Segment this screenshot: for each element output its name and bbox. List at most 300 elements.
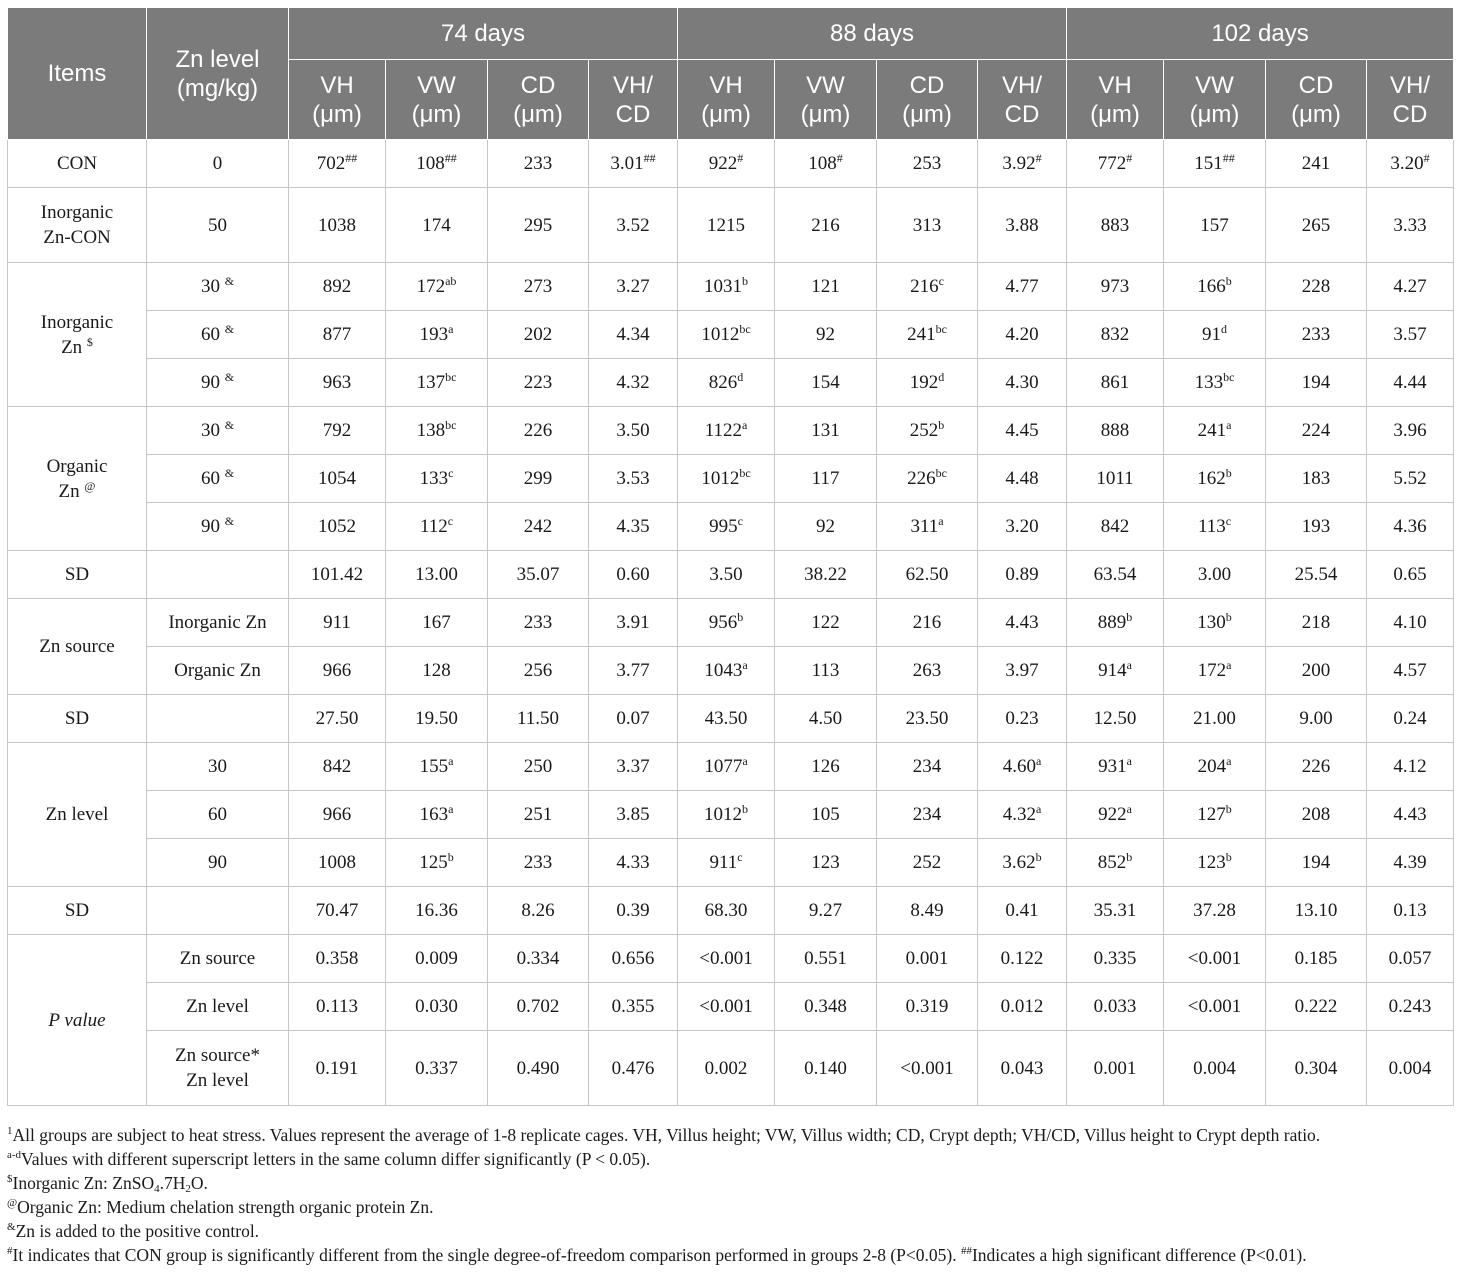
group-label: Zn source	[8, 599, 147, 695]
table-row	[8, 935, 1454, 983]
header-metric-vw: VW (μm)	[386, 60, 488, 140]
value-cell: 792	[289, 407, 386, 455]
value-cell: 911$^c$	[678, 839, 775, 887]
value-cell: 892	[289, 263, 386, 311]
value-cell: 956$^b$	[678, 599, 775, 647]
value-cell: 4.36	[1367, 503, 1454, 551]
table-row	[8, 647, 1454, 695]
zn-level-cell: Zn source* Zn level	[147, 1031, 289, 1106]
table-container	[7, 7, 1453, 1106]
value-cell: 8.49	[877, 887, 978, 935]
value-cell: 0.551	[775, 935, 877, 983]
value-cell: 194	[1266, 839, 1367, 887]
row-label: CON	[8, 140, 147, 188]
value-cell: 234	[877, 743, 978, 791]
value-cell: 204$^a$	[1164, 743, 1266, 791]
value-cell: 0.334	[488, 935, 589, 983]
value-cell: 922#	[678, 140, 775, 188]
value-cell: 265	[1266, 188, 1367, 263]
value-cell: 154	[775, 359, 877, 407]
header-period-88: 88 days	[678, 8, 1067, 60]
value-cell: 4.39	[1367, 839, 1454, 887]
value-cell: 3.52	[589, 188, 678, 263]
value-cell: 233	[488, 599, 589, 647]
value-cell: 0.012	[978, 983, 1067, 1031]
zn-level-cell: Zn level	[147, 983, 289, 1031]
value-cell: 702##	[289, 140, 386, 188]
value-cell: 92	[775, 503, 877, 551]
value-cell: <0.001	[678, 983, 775, 1031]
value-cell: 8.26	[488, 887, 589, 935]
value-cell: 113$^c$	[1164, 503, 1266, 551]
value-cell: <0.001	[678, 935, 775, 983]
value-cell: 131	[775, 407, 877, 455]
value-cell: 252$^b$	[877, 407, 978, 455]
value-cell: 3.37	[589, 743, 678, 791]
value-cell: 200	[1266, 647, 1367, 695]
value-cell: 888	[1067, 407, 1164, 455]
value-cell: 1077$^a$	[678, 743, 775, 791]
zn-level-cell: Inorganic Zn	[147, 599, 289, 647]
value-cell: 113	[775, 647, 877, 695]
value-cell: 108##	[386, 140, 488, 188]
value-cell: 4.30	[978, 359, 1067, 407]
value-cell: 0.001	[1067, 1031, 1164, 1106]
value-cell: $1012^{bc}$	[678, 311, 775, 359]
header-metric-ratio: VH/ CD	[978, 60, 1067, 140]
value-cell: 0.335	[1067, 935, 1164, 983]
zn-level-cell	[147, 887, 289, 935]
value-cell: 101.42	[289, 551, 386, 599]
value-cell: 167	[386, 599, 488, 647]
value-cell: 4.45	[978, 407, 1067, 455]
value-cell: 4.77	[978, 263, 1067, 311]
zn-level-cell: 60 &	[147, 311, 289, 359]
value-cell: 3.00	[1164, 551, 1266, 599]
group-label: Organic Zn @	[8, 407, 147, 551]
value-cell: 108#	[775, 140, 877, 188]
value-cell: 202	[488, 311, 589, 359]
value-cell: 192$^d$	[877, 359, 978, 407]
value-cell: 0.490	[488, 1031, 589, 1106]
value-cell: 35.31	[1067, 887, 1164, 935]
value-cell: 3.20#	[1367, 140, 1454, 188]
value-cell: 122	[775, 599, 877, 647]
value-cell: 973	[1067, 263, 1164, 311]
value-cell: 208	[1266, 791, 1367, 839]
header-metric-vh: VH (μm)	[1067, 60, 1164, 140]
value-cell: 0.41	[978, 887, 1067, 935]
footnote-5: &Zn is added to the positive control.	[7, 1221, 260, 1241]
value-cell: 234	[877, 791, 978, 839]
zn-level-cell	[147, 551, 289, 599]
value-cell: 889$^b$	[1067, 599, 1164, 647]
value-cell: $133^{bc}$	[1164, 359, 1266, 407]
header-metric-cd: CD (μm)	[877, 60, 978, 140]
value-cell: 0.337	[386, 1031, 488, 1106]
value-cell: $137^{bc}$	[386, 359, 488, 407]
value-cell: <0.001	[1164, 983, 1266, 1031]
value-cell: 995$^c$	[678, 503, 775, 551]
table-row	[8, 1031, 1454, 1106]
value-cell: 37.28	[1164, 887, 1266, 935]
value-cell: 1054	[289, 455, 386, 503]
zn-level-cell: 30	[147, 743, 289, 791]
value-cell: 3.50	[589, 407, 678, 455]
value-cell: 3.57	[1367, 311, 1454, 359]
value-cell: 0.030	[386, 983, 488, 1031]
value-cell: 226	[488, 407, 589, 455]
value-cell: 0.113	[289, 983, 386, 1031]
zn-level-cell: 90 &	[147, 503, 289, 551]
value-cell: 1052	[289, 503, 386, 551]
value-cell: 0.004	[1367, 1031, 1454, 1106]
table-row	[8, 983, 1454, 1031]
value-cell: 127$^b$	[1164, 791, 1266, 839]
value-cell: 4.35	[589, 503, 678, 551]
value-cell: 130$^b$	[1164, 599, 1266, 647]
value-cell: 3.96	[1367, 407, 1454, 455]
morphology-table	[7, 7, 1454, 1106]
value-cell: 4.20	[978, 311, 1067, 359]
value-cell: 233	[488, 839, 589, 887]
value-cell: 25.54	[1266, 551, 1367, 599]
value-cell: 0.319	[877, 983, 978, 1031]
value-cell: 68.30	[678, 887, 775, 935]
table-row	[8, 407, 1454, 455]
value-cell: 123$^b$	[1164, 839, 1266, 887]
value-cell: 133$^c$	[386, 455, 488, 503]
value-cell: 4.32$^a$	[978, 791, 1067, 839]
value-cell: 4.33	[589, 839, 678, 887]
value-cell: 966	[289, 647, 386, 695]
value-cell: 3.88	[978, 188, 1067, 263]
value-cell: 3.20	[978, 503, 1067, 551]
value-cell: 193$^a$	[386, 311, 488, 359]
value-cell: 9.00	[1266, 695, 1367, 743]
value-cell: 0.07	[589, 695, 678, 743]
value-cell: 0.033	[1067, 983, 1164, 1031]
value-cell: 223	[488, 359, 589, 407]
header-metric-vw: VW (μm)	[775, 60, 877, 140]
value-cell: 883	[1067, 188, 1164, 263]
value-cell: 0.13	[1367, 887, 1454, 935]
value-cell: 155$^a$	[386, 743, 488, 791]
value-cell: 70.47	[289, 887, 386, 935]
value-cell: 931$^a$	[1067, 743, 1164, 791]
value-cell: 0.476	[589, 1031, 678, 1106]
zn-level-cell: 50	[147, 188, 289, 263]
value-cell: 963	[289, 359, 386, 407]
header-metric-vh: VH (μm)	[289, 60, 386, 140]
zn-level-cell: 60 &	[147, 455, 289, 503]
value-cell: 252	[877, 839, 978, 887]
header-metric-vw: VW (μm)	[1164, 60, 1266, 140]
value-cell: $241^{bc}$	[877, 311, 978, 359]
zn-level-cell: 60	[147, 791, 289, 839]
header-metric-ratio: VH/ CD	[1367, 60, 1454, 140]
value-cell: 0.140	[775, 1031, 877, 1106]
table-row	[8, 599, 1454, 647]
value-cell: 4.60$^a$	[978, 743, 1067, 791]
value-cell: 0.348	[775, 983, 877, 1031]
value-cell: 966	[289, 791, 386, 839]
value-cell: $226^{bc}$	[877, 455, 978, 503]
value-cell: 251	[488, 791, 589, 839]
value-cell: 163$^a$	[386, 791, 488, 839]
group-label-pvalue: P value	[8, 935, 147, 1106]
value-cell: 92	[775, 311, 877, 359]
value-cell: 1011	[1067, 455, 1164, 503]
header-metric-ratio: VH/ CD	[589, 60, 678, 140]
value-cell: $1012^{bc}$	[678, 455, 775, 503]
table-row	[8, 839, 1454, 887]
value-cell: 1031$^b$	[678, 263, 775, 311]
value-cell: 3.27	[589, 263, 678, 311]
value-cell: 3.77	[589, 647, 678, 695]
value-cell: 911	[289, 599, 386, 647]
value-cell: 0.057	[1367, 935, 1454, 983]
value-cell: 1038	[289, 188, 386, 263]
value-cell: 128	[386, 647, 488, 695]
value-cell: 3.33	[1367, 188, 1454, 263]
value-cell: 0.185	[1266, 935, 1367, 983]
value-cell: 105	[775, 791, 877, 839]
value-cell: 253	[877, 140, 978, 188]
table-row	[8, 311, 1454, 359]
value-cell: 193	[1266, 503, 1367, 551]
value-cell: 922$^a$	[1067, 791, 1164, 839]
zn-level-cell: 0	[147, 140, 289, 188]
value-cell: 233	[1266, 311, 1367, 359]
value-cell: 242	[488, 503, 589, 551]
footnote-3: $Inorganic Zn: $ZnSO_4.7H_2O$.	[7, 1173, 208, 1195]
value-cell: 0.89	[978, 551, 1067, 599]
value-cell: 226	[1266, 743, 1367, 791]
value-cell: 12.50	[1067, 695, 1164, 743]
value-cell: 1215	[678, 188, 775, 263]
value-cell: 0.043	[978, 1031, 1067, 1106]
value-cell: 157	[1164, 188, 1266, 263]
value-cell: 842	[1067, 503, 1164, 551]
value-cell: 4.48	[978, 455, 1067, 503]
value-cell: 4.27	[1367, 263, 1454, 311]
value-cell: 43.50	[678, 695, 775, 743]
value-cell: 224	[1266, 407, 1367, 455]
value-cell: 0.191	[289, 1031, 386, 1106]
value-cell: 273	[488, 263, 589, 311]
value-cell: 112$^c$	[386, 503, 488, 551]
zn-level-cell: 30 &	[147, 263, 289, 311]
header-items: Items	[8, 8, 147, 140]
zn-level-cell: Zn source	[147, 935, 289, 983]
value-cell: 11.50	[488, 695, 589, 743]
header-row-periods	[8, 8, 1454, 60]
value-cell: 151##	[1164, 140, 1266, 188]
value-cell: 5.52	[1367, 455, 1454, 503]
row-label: Inorganic Zn-CON	[8, 188, 147, 263]
zn-level-cell: 90 &	[147, 359, 289, 407]
header-period-102: 102 days	[1067, 8, 1454, 60]
value-cell: 166$^b$	[1164, 263, 1266, 311]
value-cell: 0.60	[589, 551, 678, 599]
value-cell: 194	[1266, 359, 1367, 407]
value-cell: 13.00	[386, 551, 488, 599]
table-row	[8, 743, 1454, 791]
row-label: SD	[8, 695, 147, 743]
footnote-2: $^{a-d}$Values with different superscript letters in the same column differ significantly (P < 0.05).	[7, 1149, 651, 1169]
value-cell: 4.12	[1367, 743, 1454, 791]
value-cell: 0.39	[589, 887, 678, 935]
group-label: Inorganic Zn $	[8, 263, 147, 407]
value-cell: 233	[488, 140, 589, 188]
value-cell: 183	[1266, 455, 1367, 503]
table-row	[8, 455, 1454, 503]
value-cell: 3.53	[589, 455, 678, 503]
value-cell: 0.65	[1367, 551, 1454, 599]
table-row	[8, 551, 1454, 599]
value-cell: 0.702	[488, 983, 589, 1031]
value-cell: 174	[386, 188, 488, 263]
value-cell: 256	[488, 647, 589, 695]
value-cell: 4.43	[1367, 791, 1454, 839]
value-cell: 16.36	[386, 887, 488, 935]
table-row	[8, 695, 1454, 743]
value-cell: 125$^b$	[386, 839, 488, 887]
header-metric-cd: CD (μm)	[1266, 60, 1367, 140]
value-cell: 162$^b$	[1164, 455, 1266, 503]
value-cell: 62.50	[877, 551, 978, 599]
value-cell: 4.32	[589, 359, 678, 407]
group-label: Zn level	[8, 743, 147, 887]
value-cell: 241$^a$	[1164, 407, 1266, 455]
value-cell: 38.22	[775, 551, 877, 599]
value-cell: 3.01##	[589, 140, 678, 188]
value-cell: 877	[289, 311, 386, 359]
value-cell: 123	[775, 839, 877, 887]
value-cell: 216	[877, 599, 978, 647]
header-period-74: 74 days	[289, 8, 678, 60]
value-cell: 1008	[289, 839, 386, 887]
value-cell: 842	[289, 743, 386, 791]
value-cell: 1122$^a$	[678, 407, 775, 455]
value-cell: 4.44	[1367, 359, 1454, 407]
value-cell: 35.07	[488, 551, 589, 599]
value-cell: 218	[1266, 599, 1367, 647]
header-metric-cd: CD (μm)	[488, 60, 589, 140]
value-cell: 21.00	[1164, 695, 1266, 743]
footnote-4: @Organic Zn: Medium chelation strength organic protein Zn.	[7, 1197, 434, 1217]
value-cell: 4.50	[775, 695, 877, 743]
value-cell: $172^{ab}$	[386, 263, 488, 311]
value-cell: 3.50	[678, 551, 775, 599]
value-cell: 126	[775, 743, 877, 791]
value-cell: 0.24	[1367, 695, 1454, 743]
value-cell: 299	[488, 455, 589, 503]
zn-level-cell: 90	[147, 839, 289, 887]
value-cell: 9.27	[775, 887, 877, 935]
value-cell: 826$^d$	[678, 359, 775, 407]
value-cell: <0.001	[877, 1031, 978, 1106]
value-cell: 0.004	[1164, 1031, 1266, 1106]
value-cell: 0.009	[386, 935, 488, 983]
zn-level-cell: 30 &	[147, 407, 289, 455]
value-cell: 3.62$^b$	[978, 839, 1067, 887]
value-cell: 1043$^a$	[678, 647, 775, 695]
value-cell: 0.122	[978, 935, 1067, 983]
value-cell: 0.222	[1266, 983, 1367, 1031]
table-row	[8, 263, 1454, 311]
value-cell: 216	[775, 188, 877, 263]
value-cell: 1012$^b$	[678, 791, 775, 839]
header-zn-level: Zn level (mg/kg)	[147, 8, 289, 140]
value-cell: 172$^a$	[1164, 647, 1266, 695]
value-cell: 861	[1067, 359, 1164, 407]
value-cell: 311$^a$	[877, 503, 978, 551]
value-cell: 91$^d$	[1164, 311, 1266, 359]
table-row	[8, 188, 1454, 263]
value-cell: 3.92#	[978, 140, 1067, 188]
row-label: SD	[8, 551, 147, 599]
value-cell: 117	[775, 455, 877, 503]
value-cell: 3.97	[978, 647, 1067, 695]
value-cell: 832	[1067, 311, 1164, 359]
value-cell: 0.358	[289, 935, 386, 983]
value-cell: 241	[1266, 140, 1367, 188]
value-cell: 852$^b$	[1067, 839, 1164, 887]
value-cell: $138^{bc}$	[386, 407, 488, 455]
value-cell: 4.43	[978, 599, 1067, 647]
value-cell: 13.10	[1266, 887, 1367, 935]
value-cell: 0.243	[1367, 983, 1454, 1031]
value-cell: 0.355	[589, 983, 678, 1031]
table-row	[8, 887, 1454, 935]
value-cell: 0.002	[678, 1031, 775, 1106]
table-row	[8, 503, 1454, 551]
value-cell: 228	[1266, 263, 1367, 311]
value-cell: 295	[488, 188, 589, 263]
value-cell: 263	[877, 647, 978, 695]
value-cell: 772#	[1067, 140, 1164, 188]
row-label: SD	[8, 887, 147, 935]
table-row	[8, 359, 1454, 407]
value-cell: 121	[775, 263, 877, 311]
value-cell: 63.54	[1067, 551, 1164, 599]
value-cell: 250	[488, 743, 589, 791]
value-cell: 3.85	[589, 791, 678, 839]
value-cell: 4.34	[589, 311, 678, 359]
header-metric-vh: VH (μm)	[678, 60, 775, 140]
value-cell: 0.304	[1266, 1031, 1367, 1106]
value-cell: 23.50	[877, 695, 978, 743]
value-cell: 914$^a$	[1067, 647, 1164, 695]
zn-level-cell	[147, 695, 289, 743]
table-row	[8, 791, 1454, 839]
footnote-6: #It indicates that CON group is significantly different from the single degree-of-freedom comparison performed in groups 2-8 (P<0.05). ##Indicates a high significant difference (P<0.01).	[7, 1245, 1307, 1265]
value-cell: 0.001	[877, 935, 978, 983]
footnote-1: $^1$All groups are subject to heat stress. Values represent the average of 1-8 replicate cages. VH, Villus height; VW, Villus width; CD, Crypt depth; VH/CD, Villus height to Crypt depth ratio.	[7, 1125, 1321, 1145]
value-cell: 0.656	[589, 935, 678, 983]
value-cell: 27.50	[289, 695, 386, 743]
zn-level-cell: Organic Zn	[147, 647, 289, 695]
value-cell: 4.57	[1367, 647, 1454, 695]
value-cell: <0.001	[1164, 935, 1266, 983]
value-cell: 216$^c$	[877, 263, 978, 311]
value-cell: 19.50	[386, 695, 488, 743]
value-cell: 313	[877, 188, 978, 263]
table-row	[8, 140, 1454, 188]
value-cell: 0.23	[978, 695, 1067, 743]
